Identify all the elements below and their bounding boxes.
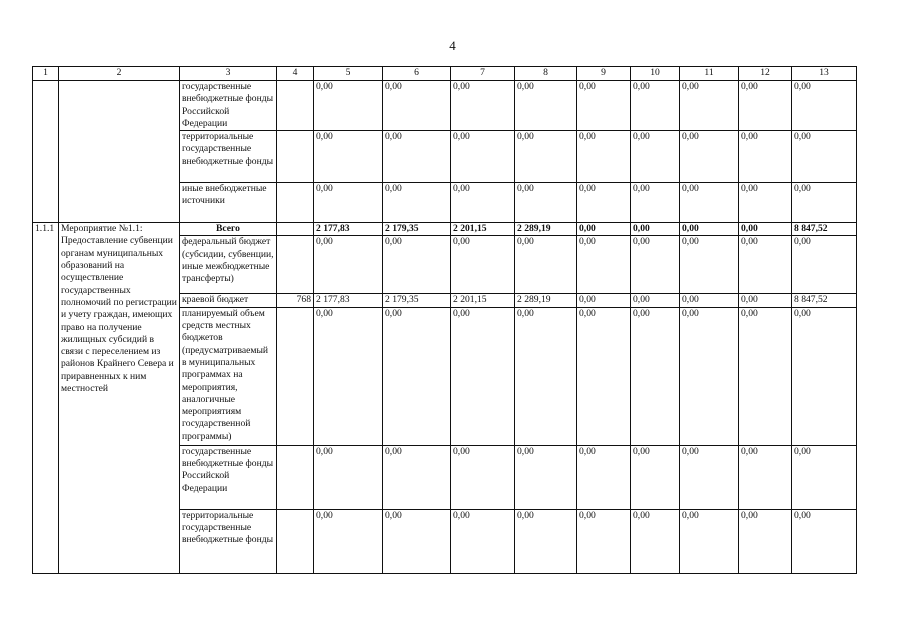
value-cell: 2 289,19 — [515, 223, 577, 236]
value-cell: 0,00 — [739, 307, 792, 445]
header-cell: 9 — [577, 67, 631, 81]
value-cell: 0,00 — [739, 445, 792, 509]
header-cell: 7 — [451, 67, 515, 81]
header-cell: 4 — [277, 67, 314, 81]
budget-table — [32, 66, 857, 574]
value-cell: 0,00 — [680, 445, 739, 509]
value-cell: 0,00 — [792, 445, 857, 509]
value-cell: 0,00 — [383, 183, 451, 223]
code-cell — [277, 509, 314, 573]
value-cell: 0,00 — [680, 236, 739, 294]
table-row — [33, 81, 857, 131]
value-cell: 0,00 — [631, 81, 680, 131]
value-cell: 0,00 — [383, 81, 451, 131]
header-cell: 3 — [180, 67, 277, 81]
value-cell: 0,00 — [451, 81, 515, 131]
value-cell: 2 289,19 — [515, 294, 577, 307]
value-cell: 0,00 — [383, 509, 451, 573]
value-cell: 0,00 — [515, 307, 577, 445]
value-cell: 0,00 — [680, 294, 739, 307]
code-cell — [277, 307, 314, 445]
value-cell: 0,00 — [515, 81, 577, 131]
value-cell: 0,00 — [631, 236, 680, 294]
source-label: государственные внебюджетные фонды Российской Федерации — [180, 445, 277, 509]
empty-name-cell — [59, 81, 180, 223]
value-cell: 0,00 — [631, 294, 680, 307]
value-cell: 0,00 — [515, 509, 577, 573]
value-cell: 0,00 — [739, 183, 792, 223]
header-cell: 11 — [680, 67, 739, 81]
source-label: территориальные государственные внебюджетные фонды — [180, 131, 277, 183]
header-cell: 6 — [383, 67, 451, 81]
source-label: иные внебюджетные источники — [180, 183, 277, 223]
code-cell — [277, 445, 314, 509]
value-cell: 0,00 — [631, 131, 680, 183]
value-cell: 0,00 — [631, 509, 680, 573]
source-label: Всего — [180, 223, 277, 236]
code-cell — [277, 81, 314, 131]
code-cell — [277, 183, 314, 223]
code-cell — [277, 131, 314, 183]
value-cell: 2 177,83 — [314, 223, 383, 236]
value-cell: 0,00 — [680, 223, 739, 236]
value-cell: 0,00 — [314, 81, 383, 131]
value-cell: 0,00 — [577, 183, 631, 223]
value-cell: 0,00 — [451, 509, 515, 573]
value-cell: 0,00 — [314, 307, 383, 445]
header-cell: 5 — [314, 67, 383, 81]
value-cell: 0,00 — [451, 445, 515, 509]
code-cell — [277, 236, 314, 294]
value-cell: 0,00 — [631, 223, 680, 236]
value-cell: 0,00 — [739, 223, 792, 236]
table-row — [33, 223, 857, 236]
value-cell: 0,00 — [451, 131, 515, 183]
value-cell: 0,00 — [577, 236, 631, 294]
code-cell — [277, 223, 314, 236]
source-label: федеральный бюджет (субсидии, субвенции, иные межбюджетные трансферты) — [180, 236, 277, 294]
value-cell: 0,00 — [739, 294, 792, 307]
value-cell: 0,00 — [792, 236, 857, 294]
value-cell: 0,00 — [577, 81, 631, 131]
value-cell: 0,00 — [383, 307, 451, 445]
source-label: планируемый объем средств местных бюджетов (предусматриваемый в муниципальных программах на мероприятия, аналогичные мероприятиям государственной программы) — [180, 307, 277, 445]
value-cell: 0,00 — [383, 445, 451, 509]
value-cell: 0,00 — [314, 131, 383, 183]
value-cell: 0,00 — [739, 509, 792, 573]
value-cell: 0,00 — [792, 509, 857, 573]
value-cell: 2 179,35 — [383, 223, 451, 236]
value-cell: 0,00 — [577, 307, 631, 445]
header-cell: 2 — [59, 67, 180, 81]
value-cell: 0,00 — [792, 81, 857, 131]
source-label: государственные внебюджетные фонды Российской Федерации — [180, 81, 277, 131]
code-cell: 768 — [277, 294, 314, 307]
value-cell: 0,00 — [792, 307, 857, 445]
value-cell: 0,00 — [792, 131, 857, 183]
value-cell: 0,00 — [451, 236, 515, 294]
header-cell: 12 — [739, 67, 792, 81]
value-cell: 0,00 — [515, 236, 577, 294]
value-cell: 0,00 — [680, 81, 739, 131]
header-row — [33, 67, 857, 81]
value-cell: 0,00 — [577, 131, 631, 183]
value-cell: 0,00 — [314, 445, 383, 509]
value-cell: 0,00 — [515, 131, 577, 183]
value-cell: 0,00 — [792, 183, 857, 223]
value-cell: 0,00 — [577, 509, 631, 573]
value-cell: 0,00 — [577, 223, 631, 236]
source-label: территориальные государственные внебюджетные фонды — [180, 509, 277, 573]
value-cell: 0,00 — [451, 183, 515, 223]
value-cell: 0,00 — [577, 445, 631, 509]
header-cell: 10 — [631, 67, 680, 81]
value-cell: 0,00 — [631, 183, 680, 223]
header-cell: 1 — [33, 67, 59, 81]
page-number: 4 — [449, 38, 456, 53]
value-cell: 8 847,52 — [792, 223, 857, 236]
value-cell: 8 847,52 — [792, 294, 857, 307]
value-cell: 2 177,83 — [314, 294, 383, 307]
value-cell: 0,00 — [739, 236, 792, 294]
value-cell: 0,00 — [515, 183, 577, 223]
empty-number-cell — [33, 81, 59, 223]
value-cell: 0,00 — [680, 183, 739, 223]
value-cell: 0,00 — [383, 131, 451, 183]
source-label: краевой бюджет — [180, 294, 277, 307]
header-cell: 8 — [515, 67, 577, 81]
value-cell: 0,00 — [680, 509, 739, 573]
value-cell: 2 201,15 — [451, 294, 515, 307]
measure-name: Мероприятие №1.1: Предоставление субвенции органам муниципальных образований на осуществление государственных полномочий по регистрации и учету граждан, имеющих право на получение жилищных субсидий в связи с переселением из районов Крайнего Севера и приравненных к ним местностей — [59, 223, 180, 574]
value-cell: 0,00 — [451, 307, 515, 445]
value-cell: 0,00 — [631, 307, 680, 445]
value-cell: 0,00 — [314, 236, 383, 294]
value-cell: 2 179,35 — [383, 294, 451, 307]
value-cell: 0,00 — [515, 445, 577, 509]
measure-number: 1.1.1 — [33, 223, 59, 574]
value-cell: 0,00 — [314, 509, 383, 573]
value-cell: 0,00 — [739, 131, 792, 183]
value-cell: 0,00 — [383, 236, 451, 294]
header-cell: 13 — [792, 67, 857, 81]
value-cell: 0,00 — [577, 294, 631, 307]
value-cell: 0,00 — [680, 307, 739, 445]
value-cell: 0,00 — [680, 131, 739, 183]
value-cell: 0,00 — [631, 445, 680, 509]
value-cell: 0,00 — [739, 81, 792, 131]
value-cell: 0,00 — [314, 183, 383, 223]
value-cell: 2 201,15 — [451, 223, 515, 236]
